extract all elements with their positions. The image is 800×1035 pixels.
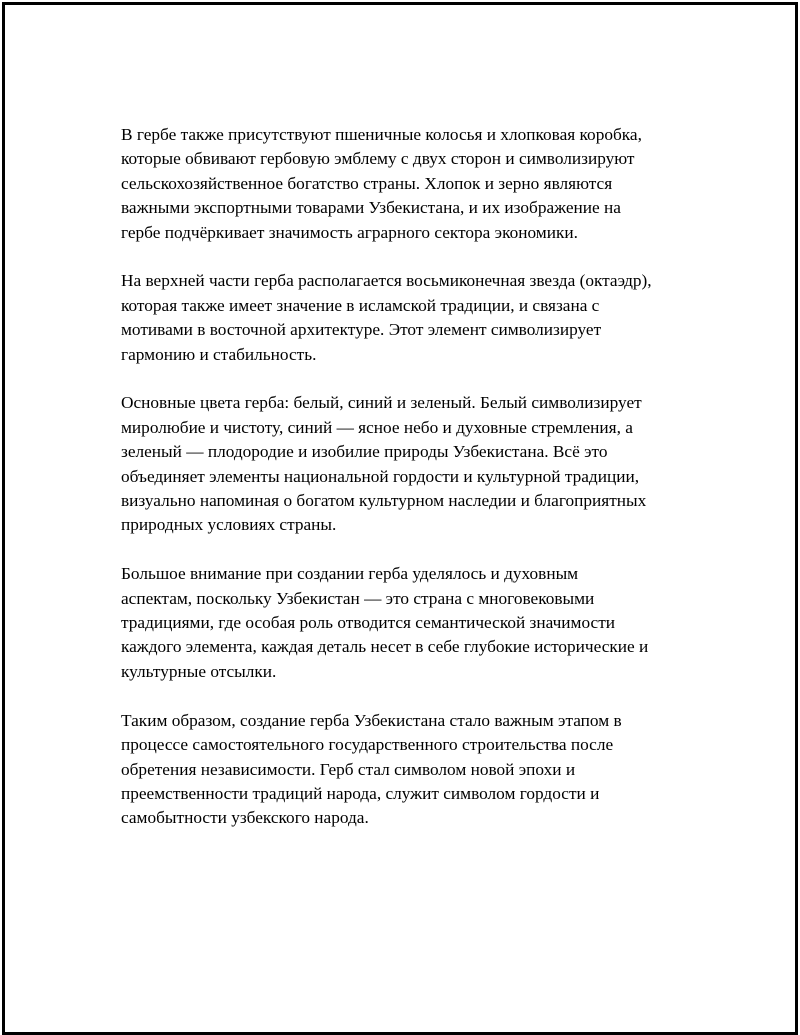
paragraph-colors [121, 391, 701, 537]
text-line: гербе подчёркивает значимость аграрного сектора экономики. [121, 222, 578, 242]
text-line: В гербе также присутствуют пшеничные колосья и хлопковая коробка, [121, 125, 642, 144]
text-line: процессе самостоятельного государственного строительства после [121, 735, 614, 755]
text-line: аспектам, поскольку Узбекистан — это страна с многовековыми [121, 588, 595, 608]
text-line: гармонию и стабильность. [121, 344, 317, 364]
text-line: культурные отсылки. [121, 661, 277, 681]
document-body [121, 123, 701, 855]
text-line: зеленый — плодородие и изобилие природы Узбекистана. Всё это [121, 442, 608, 462]
paragraph-spiritual [121, 562, 701, 684]
document-page [2, 2, 798, 1035]
text-line: традициями, где особая роль отводится семантической значимости [121, 613, 616, 633]
paragraph-wheat-cotton [121, 123, 701, 245]
text-line: мотивами в восточной архитектуре. Этот элемент символизирует [121, 320, 602, 340]
text-line: сельскохозяйственное богатство страны. Хлопок и зерно являются [121, 173, 613, 193]
text-line: миролюбие и чистоту, синий — ясное небо и духовные стремления, а [121, 417, 633, 437]
text-line: Большое внимание при создании герба уделялось и духовным [121, 564, 579, 584]
text-line: природных условиях страны. [121, 515, 337, 535]
text-line: визуально напоминая о богатом культурном наследии и благоприятных [121, 491, 647, 511]
text-line: объединяет элементы национальной гордости и культурной традиции, [121, 466, 640, 486]
text-line: каждого элемента, каждая деталь несет в себе глубокие исторические и [121, 637, 649, 657]
text-line: На верхней части герба располагается восьмиконечная звезда (октаэдр), [121, 271, 652, 291]
text-line: важными экспортными товарами Узбекистана, и их изображение на [121, 198, 621, 218]
text-line: Основные цвета герба: белый, синий и зеленый. Белый символизирует [121, 393, 642, 413]
text-line: которые обвивают гербовую эмблему с двух сторон и символизируют [121, 149, 635, 169]
text-line: которая также имеет значение в исламской традиции, и связана с [121, 295, 600, 315]
text-line: обретения независимости. Герб стал символом новой эпохи и [121, 759, 576, 779]
paragraph-conclusion [121, 709, 701, 831]
paragraph-star [121, 269, 701, 367]
text-line: самобытности узбекского народа. [121, 808, 369, 828]
text-line: преемственности традиций народа, служит символом гордости и [121, 783, 600, 803]
text-line: Таким образом, создание герба Узбекистана стало важным этапом в [121, 710, 622, 730]
